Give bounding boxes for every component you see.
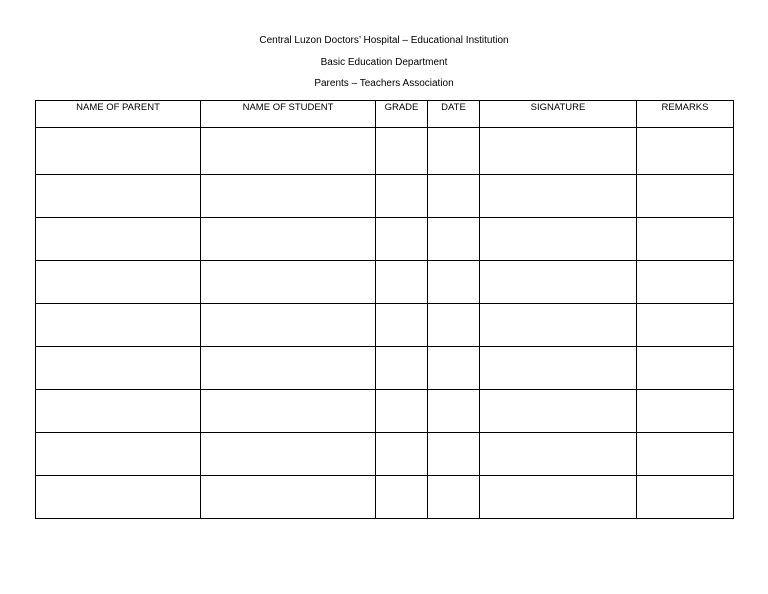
column-header-date: DATE <box>428 101 480 128</box>
cell-student[interactable] <box>201 390 376 433</box>
cell-date[interactable] <box>428 218 480 261</box>
attendance-table <box>35 100 734 519</box>
cell-parent[interactable] <box>36 476 201 519</box>
cell-signature[interactable] <box>480 390 637 433</box>
cell-grade[interactable] <box>376 347 428 390</box>
cell-parent[interactable] <box>36 128 201 175</box>
cell-parent[interactable] <box>36 175 201 218</box>
cell-parent[interactable] <box>36 304 201 347</box>
cell-date[interactable] <box>428 304 480 347</box>
cell-date[interactable] <box>428 128 480 175</box>
cell-remarks[interactable] <box>637 476 734 519</box>
table-row <box>36 261 734 304</box>
cell-remarks[interactable] <box>637 347 734 390</box>
cell-remarks[interactable] <box>637 218 734 261</box>
table-row <box>36 304 734 347</box>
cell-signature[interactable] <box>480 304 637 347</box>
table-body <box>36 128 734 519</box>
cell-date[interactable] <box>428 433 480 476</box>
cell-parent[interactable] <box>36 218 201 261</box>
cell-student[interactable] <box>201 476 376 519</box>
cell-student[interactable] <box>201 175 376 218</box>
cell-grade[interactable] <box>376 175 428 218</box>
table-row <box>36 175 734 218</box>
cell-signature[interactable] <box>480 347 637 390</box>
cell-remarks[interactable] <box>637 390 734 433</box>
cell-student[interactable] <box>201 128 376 175</box>
cell-parent[interactable] <box>36 347 201 390</box>
department-title: Basic Education Department <box>320 57 448 68</box>
cell-grade[interactable] <box>376 128 428 175</box>
cell-student[interactable] <box>201 304 376 347</box>
cell-date[interactable] <box>428 476 480 519</box>
cell-student[interactable] <box>201 218 376 261</box>
cell-date[interactable] <box>428 390 480 433</box>
cell-signature[interactable] <box>480 175 637 218</box>
cell-remarks[interactable] <box>637 175 734 218</box>
cell-signature[interactable] <box>480 476 637 519</box>
column-header-parent: NAME OF PARENT <box>36 101 201 128</box>
column-header-student: NAME OF STUDENT <box>201 101 376 128</box>
cell-remarks[interactable] <box>637 261 734 304</box>
column-header-grade: GRADE <box>376 101 428 128</box>
column-header-remarks: REMARKS <box>637 101 734 128</box>
cell-parent[interactable] <box>36 261 201 304</box>
column-header-signature: SIGNATURE <box>480 101 637 128</box>
table-header-row <box>36 101 734 128</box>
cell-grade[interactable] <box>376 433 428 476</box>
table-row <box>36 433 734 476</box>
cell-remarks[interactable] <box>637 128 734 175</box>
cell-signature[interactable] <box>480 261 637 304</box>
cell-date[interactable] <box>428 175 480 218</box>
table-row <box>36 218 734 261</box>
cell-grade[interactable] <box>376 476 428 519</box>
cell-grade[interactable] <box>376 390 428 433</box>
cell-student[interactable] <box>201 433 376 476</box>
cell-grade[interactable] <box>376 261 428 304</box>
table-row <box>36 476 734 519</box>
cell-signature[interactable] <box>480 433 637 476</box>
table-row <box>36 390 734 433</box>
cell-remarks[interactable] <box>637 433 734 476</box>
cell-grade[interactable] <box>376 218 428 261</box>
cell-parent[interactable] <box>36 433 201 476</box>
cell-remarks[interactable] <box>637 304 734 347</box>
hospital-title: Central Luzon Doctors’ Hospital – Educational Institution <box>259 35 509 46</box>
cell-date[interactable] <box>428 261 480 304</box>
association-title: Parents – Teachers Association <box>314 78 454 89</box>
cell-signature[interactable] <box>480 128 637 175</box>
cell-student[interactable] <box>201 347 376 390</box>
cell-parent[interactable] <box>36 390 201 433</box>
table-row <box>36 128 734 175</box>
cell-student[interactable] <box>201 261 376 304</box>
cell-signature[interactable] <box>480 218 637 261</box>
cell-date[interactable] <box>428 347 480 390</box>
table-row <box>36 347 734 390</box>
cell-grade[interactable] <box>376 304 428 347</box>
